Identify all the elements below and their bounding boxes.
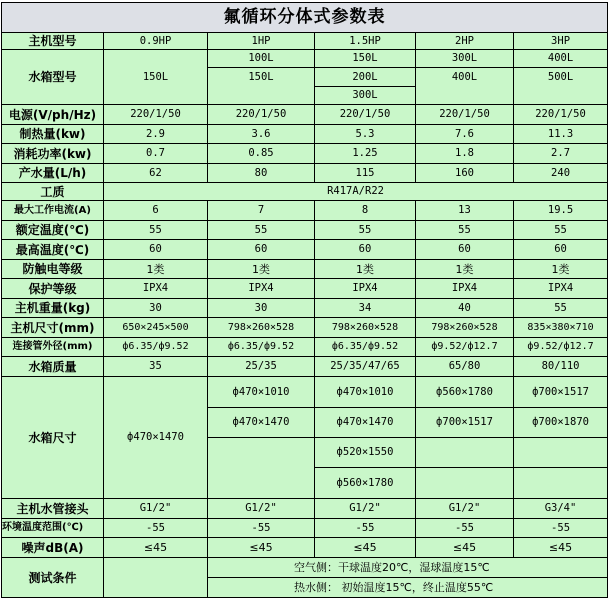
table-title: 氟循环分体式参数表	[2, 3, 608, 33]
value-cell: 55	[514, 299, 608, 318]
value-cell: 2.9	[104, 125, 208, 144]
value-cell: ≤45	[514, 538, 608, 558]
label-tank-size: 水箱尺寸	[2, 377, 104, 499]
value-cell: 60	[416, 240, 514, 260]
tank-size-cell: ф470×1010	[208, 377, 315, 408]
value-cell: G1/2"	[315, 499, 416, 519]
value-cell: 3.6	[208, 125, 315, 144]
value-cell: 60	[315, 240, 416, 260]
tank-size-cell: ф470×1470	[104, 377, 208, 499]
value-cell: 798×260×528	[208, 318, 315, 338]
value-cell: G1/2"	[104, 499, 208, 519]
value-cell: 5.3	[315, 125, 416, 144]
value-cell: 160	[416, 164, 514, 183]
value-cell: ф9.52/ф12.7	[514, 338, 608, 357]
tank-size-cell: ф470×1010	[315, 377, 416, 408]
value-cell: ≤45	[208, 538, 315, 558]
label-pipe-diameter: 连接管外径(mm)	[2, 338, 104, 357]
empty-cell	[208, 438, 315, 499]
value-cell: G1/2"	[416, 499, 514, 519]
value-cell: 1.8	[416, 144, 514, 164]
value-cell: IPX4	[208, 279, 315, 299]
value-cell: 7	[208, 201, 315, 221]
value-cell: 1.25	[315, 144, 416, 164]
spec-table	[1, 2, 608, 598]
label-host-size: 主机尺寸(mm)	[2, 318, 104, 338]
model-cell: 1HP	[208, 33, 315, 50]
value-cell: IPX4	[315, 279, 416, 299]
tank-size-cell: ф520×1550	[315, 438, 416, 468]
value-cell: 30	[208, 299, 315, 318]
tank-size-cell: ф560×1780	[416, 377, 514, 408]
value-cell: 7.6	[416, 125, 514, 144]
value-cell: 60	[208, 240, 315, 260]
value-cell: 55	[208, 221, 315, 240]
value-cell: 220/1/50	[416, 105, 514, 125]
value-cell: ≤45	[416, 538, 514, 558]
value-cell: ф6.35/ф9.52	[104, 338, 208, 357]
tank-model-cell: 150L	[208, 68, 315, 105]
test-water-side: 热水侧： 初始温度15℃，终止温度55℃	[208, 578, 608, 598]
tank-size-cell: ф700×1517	[416, 408, 514, 438]
value-cell: 220/1/50	[514, 105, 608, 125]
tank-model-cell: 300L	[315, 87, 416, 105]
value-cell: 1类	[104, 260, 208, 279]
value-cell: 55	[315, 221, 416, 240]
value-cell: -55	[416, 519, 514, 538]
value-cell: 1类	[514, 260, 608, 279]
label-heating: 制热量(kw)	[2, 125, 104, 144]
refrigerant-value: R417A/R22	[104, 183, 608, 201]
empty-cell	[416, 468, 514, 499]
value-cell: 798×260×528	[315, 318, 416, 338]
value-cell: 62	[104, 164, 208, 183]
value-cell: 25/35	[208, 357, 315, 377]
tank-size-cell: ф700×1517	[514, 377, 608, 408]
value-cell: 80	[208, 164, 315, 183]
value-cell: 0.85	[208, 144, 315, 164]
value-cell: 34	[315, 299, 416, 318]
value-cell: 2.7	[514, 144, 608, 164]
value-cell: ≤45	[104, 538, 208, 558]
tank-model-cell: 500L	[514, 68, 608, 105]
model-cell: 2HP	[416, 33, 514, 50]
value-cell: IPX4	[416, 279, 514, 299]
value-cell: 8	[315, 201, 416, 221]
label-max-current: 最大工作电流(A)	[2, 201, 104, 221]
tank-model-cell: 150L	[104, 50, 208, 105]
value-cell: ≤45	[315, 538, 416, 558]
tank-model-cell: 200L	[315, 68, 416, 87]
model-cell: 0.9HP	[104, 33, 208, 50]
label-host-weight: 主机重量(kg)	[2, 299, 104, 318]
value-cell: 13	[416, 201, 514, 221]
value-cell: G1/2"	[208, 499, 315, 519]
value-cell: 65/80	[416, 357, 514, 377]
value-cell: 35	[104, 357, 208, 377]
empty-cell	[416, 438, 514, 468]
label-noise: 噪声dB(A)	[2, 538, 104, 558]
value-cell: 55	[416, 221, 514, 240]
value-cell: -55	[208, 519, 315, 538]
empty-cell	[514, 438, 608, 468]
empty-cell	[514, 468, 608, 499]
label-rated-temp: 额定温度(℃)	[2, 221, 104, 240]
label-test-conditions: 测试条件	[2, 558, 104, 598]
label-tank-material: 水箱质量	[2, 357, 104, 377]
value-cell: 0.7	[104, 144, 208, 164]
value-cell: -55	[104, 519, 208, 538]
tank-model-cell: 100L	[208, 50, 315, 68]
value-cell: 220/1/50	[208, 105, 315, 125]
label-tank-model: 水箱型号	[2, 50, 104, 105]
value-cell: 55	[104, 221, 208, 240]
value-cell: 220/1/50	[104, 105, 208, 125]
value-cell: 25/35/47/65	[315, 357, 416, 377]
label-max-temp: 最高温度(℃)	[2, 240, 104, 260]
tank-size-cell: ф470×1470	[315, 408, 416, 438]
value-cell: 40	[416, 299, 514, 318]
label-water-output: 产水量(L/h)	[2, 164, 104, 183]
tank-size-cell: ф560×1780	[315, 468, 416, 499]
label-water-connector: 主机水管接头	[2, 499, 104, 519]
value-cell: 11.3	[514, 125, 608, 144]
tank-model-cell: 300L	[416, 50, 514, 68]
test-air-side: 空气侧：干球温度20℃，湿球温度15℃	[208, 558, 608, 578]
label-host-model: 主机型号	[2, 33, 104, 50]
value-cell: IPX4	[104, 279, 208, 299]
label-shock-protection: 防触电等级	[2, 260, 104, 279]
value-cell: 30	[104, 299, 208, 318]
value-cell: 80/110	[514, 357, 608, 377]
value-cell: 115	[315, 164, 416, 183]
value-cell: ф6.35/ф9.52	[315, 338, 416, 357]
tank-size-cell: ф470×1470	[208, 408, 315, 438]
value-cell: 19.5	[514, 201, 608, 221]
value-cell: -55	[514, 519, 608, 538]
label-power: 电源(V/ph/Hz)	[2, 105, 104, 125]
tank-size-cell: ф700×1870	[514, 408, 608, 438]
value-cell: 220/1/50	[315, 105, 416, 125]
label-consumption: 消耗功率(kw)	[2, 144, 104, 164]
value-cell: ф9.52/ф12.7	[416, 338, 514, 357]
value-cell: IPX4	[514, 279, 608, 299]
tank-model-cell: 400L	[514, 50, 608, 68]
value-cell: -55	[315, 519, 416, 538]
value-cell: 55	[514, 221, 608, 240]
tank-model-cell: 400L	[416, 68, 514, 105]
tank-model-cell: 150L	[315, 50, 416, 68]
label-refrigerant: 工质	[2, 183, 104, 201]
value-cell: 1类	[416, 260, 514, 279]
value-cell: 1类	[315, 260, 416, 279]
model-cell: 3HP	[514, 33, 608, 50]
value-cell: 835×380×710	[514, 318, 608, 338]
value-cell: 1类	[208, 260, 315, 279]
value-cell: 650×245×500	[104, 318, 208, 338]
label-ambient-range: 环境温度范围(℃)	[2, 519, 104, 538]
model-cell: 1.5HP	[315, 33, 416, 50]
empty-cell	[104, 558, 208, 598]
value-cell: ф6.35/ф9.52	[208, 338, 315, 357]
value-cell: 60	[514, 240, 608, 260]
value-cell: 60	[104, 240, 208, 260]
value-cell: 240	[514, 164, 608, 183]
value-cell: 6	[104, 201, 208, 221]
label-protection: 保护等级	[2, 279, 104, 299]
value-cell: 798×260×528	[416, 318, 514, 338]
value-cell: G3/4"	[514, 499, 608, 519]
